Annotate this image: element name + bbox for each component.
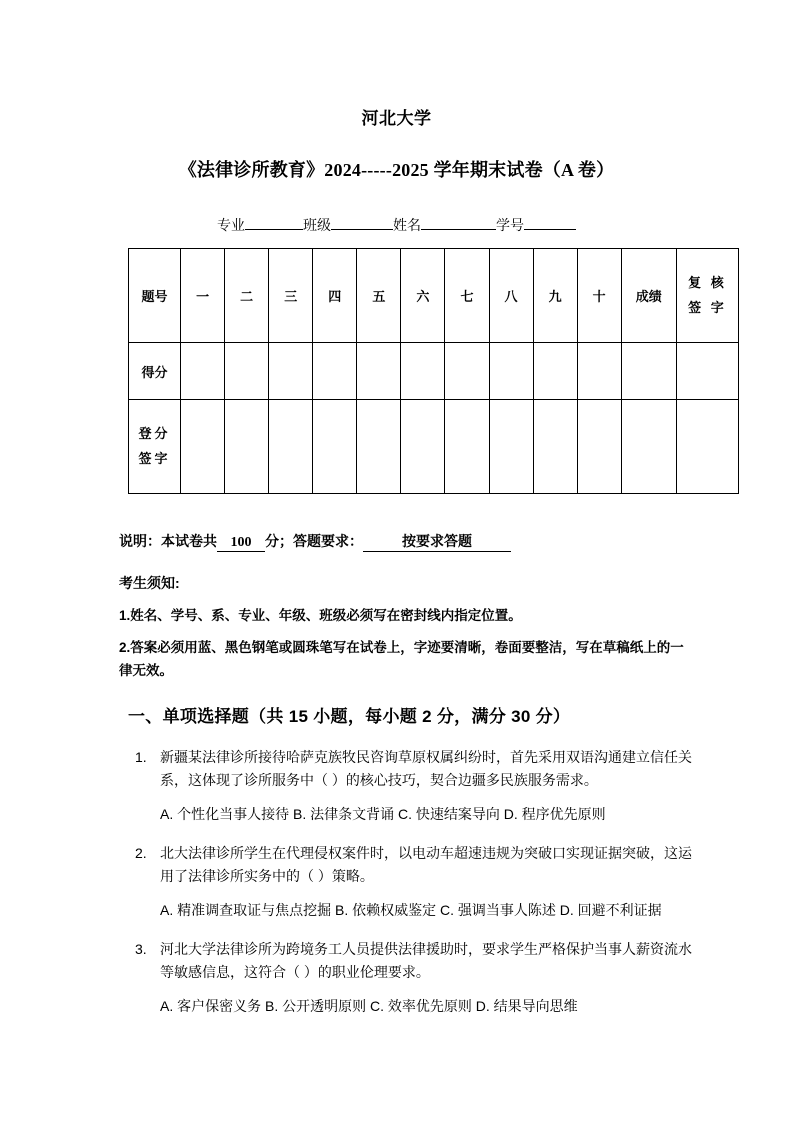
candidate-note-1: 1.姓名、学号、系、专业、年级、班级必须写在密封线内指定位置。 (119, 608, 522, 623)
cell-record-4[interactable] (313, 400, 357, 494)
cell-record-total[interactable] (621, 400, 676, 494)
cell-col-8: 八 (489, 249, 533, 343)
question-item (135, 938, 695, 1018)
record-signature-line-2: 签字 (138, 450, 171, 466)
name-label: 姓名 (393, 217, 421, 233)
cell-record-3[interactable] (269, 400, 313, 494)
record-signature-line-1: 登分 (138, 425, 171, 441)
major-input-blank[interactable] (245, 214, 303, 230)
cell-score-2[interactable] (225, 343, 269, 400)
candidate-notice-label: 考生须知: (119, 575, 180, 591)
total-points-value: 100 (217, 535, 265, 552)
cell-score-10[interactable] (577, 343, 621, 400)
class-label: 班级 (303, 217, 331, 233)
answer-requirement-value: 按要求答题 (363, 531, 511, 552)
table-row-record-signature (129, 400, 739, 494)
question-number: 2. (135, 845, 147, 862)
cell-col-2: 二 (225, 249, 269, 343)
table-row-score (129, 343, 739, 400)
cell-question-no-label: 题号 (129, 249, 181, 343)
review-signature-line-1: 复 核 (688, 274, 727, 290)
question-stem (135, 842, 695, 887)
question-options[interactable]: A. 客户保密义务 B. 公开透明原则 C. 效率优先原则 D. 结果导向思维 (160, 998, 578, 1015)
cell-score-4[interactable] (313, 343, 357, 400)
name-input-blank[interactable] (421, 214, 496, 230)
cell-score-total[interactable] (621, 343, 676, 400)
cell-review-signature-label (676, 249, 738, 343)
question-stem (135, 938, 695, 983)
cell-score-1[interactable] (181, 343, 225, 400)
cell-col-7: 七 (445, 249, 489, 343)
cell-col-10: 十 (577, 249, 621, 343)
cell-col-3: 三 (269, 249, 313, 343)
cell-col-9: 九 (533, 249, 577, 343)
cell-record-9[interactable] (533, 400, 577, 494)
review-signature-line-2: 签 字 (688, 299, 727, 315)
question-item (135, 746, 695, 826)
shuoming-middle: 分；答题要求： (265, 533, 363, 549)
cell-record-1[interactable] (181, 400, 225, 494)
cell-record-review-signature[interactable] (676, 400, 738, 494)
question-options[interactable]: A. 个性化当事人接待 B. 法律条文背诵 C. 快速结案导向 D. 程序优先原则 (160, 806, 606, 823)
question-number: 1. (135, 749, 147, 765)
cell-score-6[interactable] (401, 343, 445, 400)
cell-col-6: 六 (401, 249, 445, 343)
question-list (135, 746, 695, 1034)
student-info-line (0, 214, 793, 235)
cell-col-1: 一 (181, 249, 225, 343)
score-table (128, 248, 739, 494)
cell-record-2[interactable] (225, 400, 269, 494)
cell-score-review-signature[interactable] (676, 343, 738, 400)
class-input-blank[interactable] (331, 214, 393, 230)
cell-record-6[interactable] (401, 400, 445, 494)
exam-instruction-line (119, 531, 511, 552)
major-label: 专业 (217, 217, 245, 233)
cell-total-label: 成绩 (621, 249, 676, 343)
cell-record-10[interactable] (577, 400, 621, 494)
cell-score-5[interactable] (357, 343, 401, 400)
exam-title: 《法律诊所教育》2024-----2025 学年期末试卷（A 卷） (178, 160, 615, 180)
question-item (135, 842, 695, 922)
candidate-note-2: 2.答案必须用蓝、黑色钢笔或圆珠笔写在试卷上，字迹要清晰，卷面要整洁，写在草稿纸上的一律无效。 (119, 640, 684, 679)
cell-score-7[interactable] (445, 343, 489, 400)
cell-record-5[interactable] (357, 400, 401, 494)
student-id-label: 学号 (496, 217, 524, 233)
university-name: 河北大学 (361, 109, 432, 128)
question-text: 河北大学法律诊所为跨境务工人员提供法律援助时，要求学生严格保护当事人薪资流水等敏感信息，这符合（ ）的职业伦理要求。 (160, 941, 692, 980)
shuoming-prefix: 说明：本试卷共 (119, 533, 217, 549)
cell-record-signature-label (129, 400, 181, 494)
student-id-input-blank[interactable] (524, 214, 576, 230)
question-text: 新疆某法律诊所接待哈萨克族牧民咨询草原权属纠纷时，首先采用双语沟通建立信任关系，这体现了诊所服务中（ ）的核心技巧，契合边疆多民族服务需求。 (160, 749, 692, 788)
cell-score-9[interactable] (533, 343, 577, 400)
cell-score-label: 得分 (129, 343, 181, 400)
question-number: 3. (135, 941, 147, 958)
section-heading-multiple-choice: 一、单项选择题（共 15 小题，每小题 2 分，满分 30 分） (128, 707, 571, 726)
cell-col-4: 四 (313, 249, 357, 343)
cell-score-8[interactable] (489, 343, 533, 400)
table-row-header (129, 249, 739, 343)
cell-col-5: 五 (357, 249, 401, 343)
question-stem (135, 746, 695, 791)
cell-record-8[interactable] (489, 400, 533, 494)
cell-record-7[interactable] (445, 400, 489, 494)
cell-score-3[interactable] (269, 343, 313, 400)
question-options[interactable]: A. 精准调查取证与焦点挖掘 B. 依赖权威鉴定 C. 强调当事人陈述 D. 回避不利证据 (160, 902, 662, 919)
question-text: 北大法律诊所学生在代理侵权案件时，以电动车超速违规为突破口实现证据突破，这运用了法律诊所实务中的（ ）策略。 (160, 845, 692, 884)
